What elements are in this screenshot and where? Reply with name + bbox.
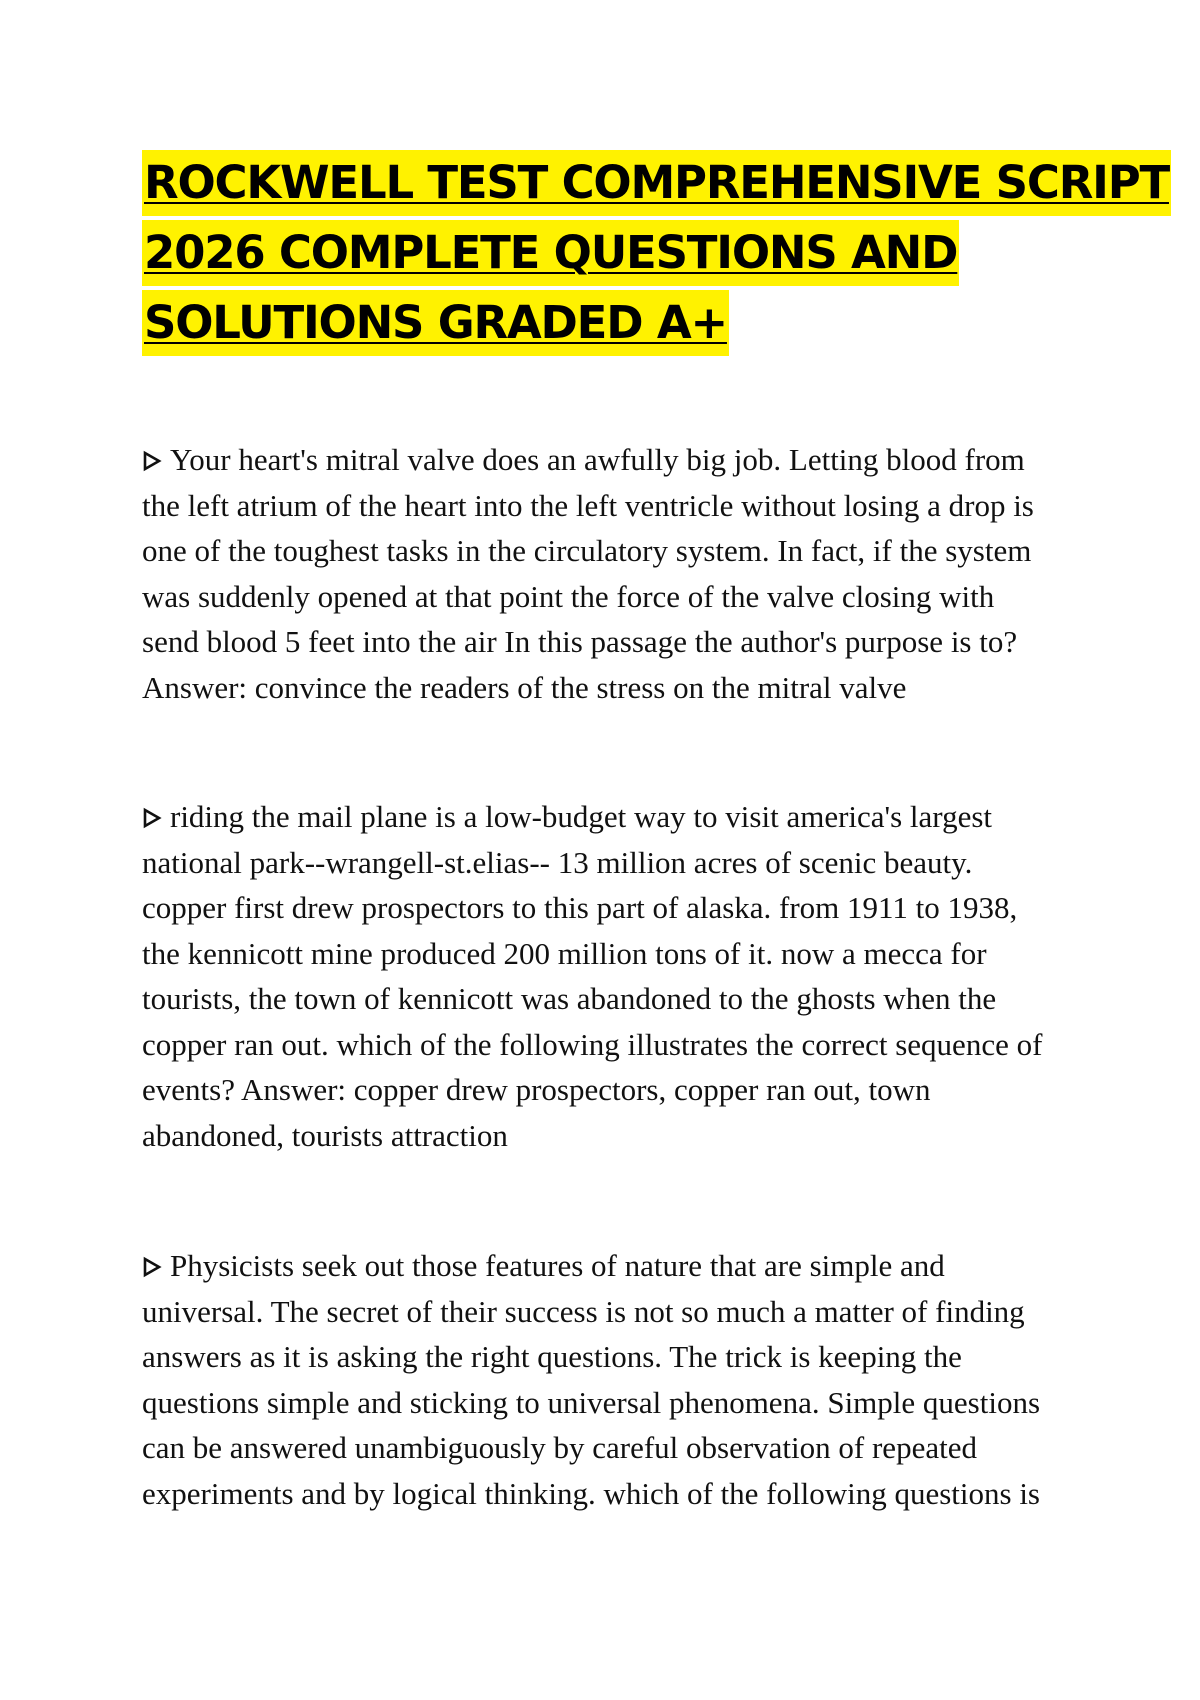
question-2 xyxy=(142,794,1072,1158)
question-line xyxy=(142,794,1072,840)
play-arrow-icon xyxy=(142,807,162,829)
question-text: Your heart's mitral valve does an awfully big job. Letting blood from xyxy=(170,442,1025,477)
question-line: experiments and by logical thinking. which of the following questions is xyxy=(142,1475,1041,1511)
play-arrow-icon xyxy=(142,450,162,472)
answer-line: events? Answer: copper drew prospectors, copper ran out, town xyxy=(142,1072,931,1107)
document-title xyxy=(142,150,1169,360)
question-line: answers as it is asking the right questions. The trick is keeping the xyxy=(142,1339,962,1374)
question-1 xyxy=(142,437,1072,710)
question-line: tourists, the town of kennicott was abandoned to the ghosts when the xyxy=(142,981,997,1016)
title-line-3: SOLUTIONS GRADED A+ xyxy=(142,290,729,356)
question-line: one of the toughest tasks in the circulatory system. In fact, if the system xyxy=(142,533,1032,568)
question-line xyxy=(142,1243,1072,1289)
question-line: send blood 5 feet into the air In this passage the author's purpose is to? xyxy=(142,624,1018,659)
question-line: the left atrium of the heart into the left ventricle without losing a drop is xyxy=(142,487,1034,523)
question-text: Physicists seek out those features of nature that are simple and xyxy=(170,1248,945,1283)
question-line: national park--wrangell-st.elias-- 13 million acres of scenic beauty. xyxy=(142,844,973,880)
title-line-2: 2026 COMPLETE QUESTIONS AND xyxy=(142,220,959,286)
question-line: copper ran out. which of the following illustrates the correct sequence of xyxy=(142,1026,1043,1062)
question-3 xyxy=(142,1243,1072,1516)
answer-line: abandoned, tourists attraction xyxy=(142,1117,508,1153)
question-line: can be answered unambiguously by careful observation of repeated xyxy=(142,1430,977,1465)
question-text: riding the mail plane is a low-budget way to visit america's largest xyxy=(170,799,992,834)
question-line: was suddenly opened at that point the force of the valve closing with xyxy=(142,578,995,614)
play-arrow-icon xyxy=(142,1256,162,1278)
question-line xyxy=(142,437,1072,483)
question-line: universal. The secret of their success is not so much a matter of finding xyxy=(142,1293,1025,1329)
question-line: copper first drew prospectors to this part of alaska. from 1911 to 1938, xyxy=(142,890,1018,925)
question-line: the kennicott mine produced 200 million tons of it. now a mecca for xyxy=(142,935,987,971)
question-line: questions simple and sticking to universal phenomena. Simple questions xyxy=(142,1384,1041,1420)
answer-line: Answer: convince the readers of the stress on the mitral valve xyxy=(142,669,907,705)
title-line-1: ROCKWELL TEST COMPREHENSIVE SCRIPT xyxy=(142,150,1171,216)
